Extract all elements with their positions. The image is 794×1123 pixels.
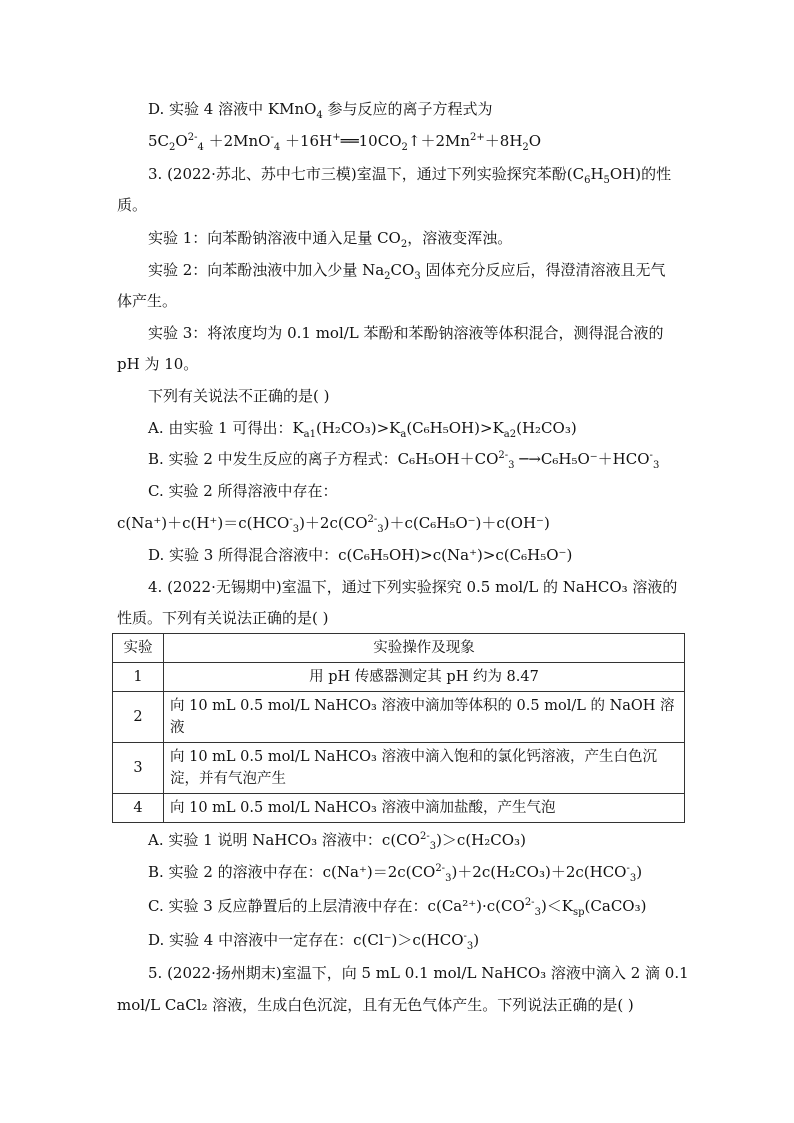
option-c-q4: C. 实验 3 反应静置后的上层清液中存在：$c(Ca^{2+})\cdot c(CO^{2-}_3)<K_{sp}(CaCO_3)$	[148, 897, 647, 918]
option-c-q3-eq: $c(Na^+)+c(H^+)=c(HCO^-_3)+2c(CO^{2-}_3)+c(C_6H_5O^-)+c(OH^-)$	[117, 514, 550, 535]
table-row	[113, 692, 685, 743]
question-3-stem: 3. (2022·苏北、苏中七市三模)室温下，通过下列实验探究苯酚$(C_6H_5OH)$的性	[148, 165, 672, 186]
table-cell: 4	[113, 794, 164, 823]
option-d-q3: D. 实验 3 所得混合溶液中：c(C₆H₅OH)>c(Na⁺)>c(C₆H₅O⁻)	[148, 546, 573, 564]
option-a-q4: A. 实验 1 说明 NaHCO₃ 溶液中：$c(CO^{2-}_3)>c(H_2CO_3)$	[148, 831, 526, 852]
table-cell: 1	[113, 663, 164, 692]
table-cell: 2	[113, 692, 164, 743]
experiment-3-cont: pH 为 10。	[117, 355, 199, 373]
question-3-stem-cont: 质。	[117, 196, 148, 214]
table-cell: 3	[113, 743, 164, 794]
table-cell: 用 pH 传感器测定其 pH 约为 8.47	[164, 663, 685, 692]
equation-line: $5C_2O^{2-}_4 +2MnO^-_4$ $+16H^+══10CO_2↑+2Mn^{2+}+8H_2O$	[148, 132, 542, 153]
table-cell-line: 淀，并有气泡产生	[170, 771, 286, 787]
option-d-q4: D. 实验 4 中溶液中一定存在：$c(Cl^-)>c(HCO^-_3)$	[148, 931, 480, 952]
question-5-stem: 5. (2022·扬州期末)室温下，向 5 mL 0.1 mol/L NaHCO₃ 溶液中滴入 2 滴 0.1	[148, 964, 689, 982]
table-cell: 向 10 mL 0.5 mol/L NaHCO₃ 溶液中滴加等体积的 0.5 mol/L 的 NaOH 溶液	[164, 692, 685, 743]
table-cell-line: 向 10 mL 0.5 mol/L NaHCO₃ 溶液中滴入饱和的氯化钙溶液，产生白色沉	[170, 749, 657, 765]
experiment-1: 实验 1：向苯酚钠溶液中通入足量 $CO_2$，溶液变浑浊。	[148, 229, 513, 250]
experiment-3: 实验 3：将浓度均为 0.1 mol/L 苯酚和苯酚钠溶液等体积混合，测得混合液的	[148, 324, 664, 342]
option-b-q4: B. 实验 2 的溶液中存在：$c(Na^+)=2c(CO^{2-}_3)+2c(H_2CO_3)+2c(HCO^-_3)$	[148, 863, 643, 884]
experiment-2: 实验 2：向苯酚浊液中加入少量 $Na_2CO_3$ 固体充分反应后，得澄清溶液且无气	[148, 261, 666, 282]
experiment-table	[112, 633, 685, 823]
option-d-q2: D. 实验 4 溶液中 KMnO$_4$ 参与反应的离子方程式为	[148, 100, 493, 121]
question-5-stem-cont: mol/L CaCl₂ 溶液，生成白色沉淀，且有无色气体产生。下列说法正确的是( )	[117, 996, 634, 1014]
option-a-q3: A. 由实验 1 可得出：$K_{a1}(H_2CO_3)>K_a(C_6H_5OH)>K_{a2}(H_2CO_3)$	[148, 419, 577, 440]
question-3-ask: 下列有关说法不正确的是( )	[148, 387, 330, 405]
option-c-q3: C. 实验 2 所得溶液中存在：	[148, 482, 338, 500]
table-header: 实验	[113, 634, 164, 663]
table-cell	[164, 743, 685, 794]
table-row	[113, 663, 685, 692]
question-4-stem: 4. (2022·无锡期中)室温下，通过下列实验探究 0.5 mol/L 的 NaHCO₃ 溶液的	[148, 578, 678, 596]
option-b-q3: B. 实验 2 中发生反应的离子方程式：$C_6H_5OH+CO^{2-}_3$ $─\to C_6H_5O^-+HCO^-_3$	[148, 450, 660, 471]
experiment-2-cont: 体产生。	[117, 292, 178, 310]
table-row	[113, 743, 685, 794]
table-header-row	[113, 634, 685, 663]
table-header: 实验操作及现象	[164, 634, 685, 663]
question-4-stem-cont: 性质。下列有关说法正确的是( )	[117, 609, 329, 627]
table-cell: 向 10 mL 0.5 mol/L NaHCO₃ 溶液中滴加盐酸，产生气泡	[164, 794, 685, 823]
table-row	[113, 794, 685, 823]
